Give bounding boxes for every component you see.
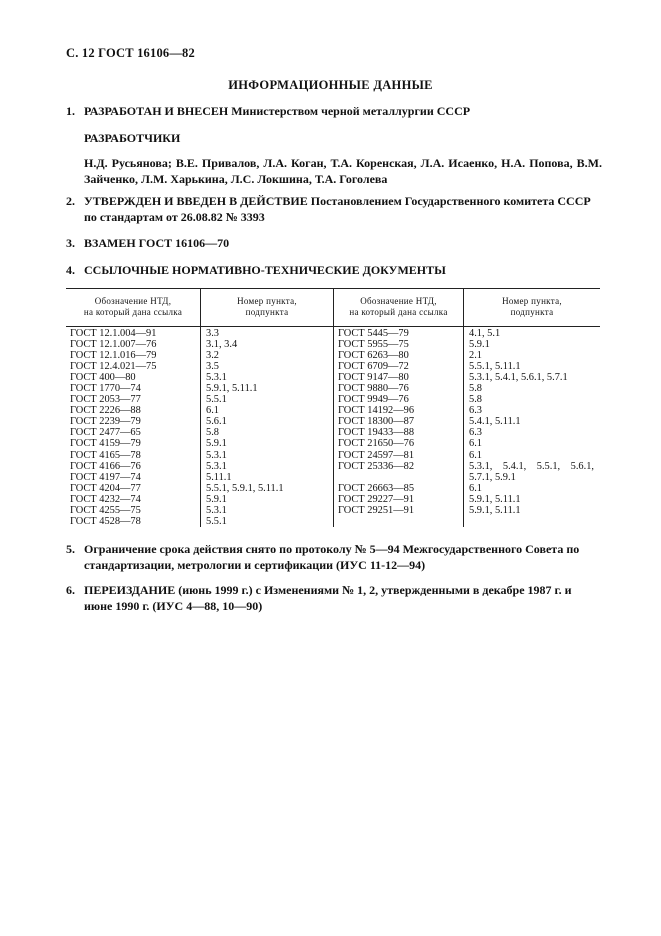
right-clause-cell: 5.3.1, 5.4.1, 5.6.1, 5.7.1 <box>469 372 568 384</box>
left-clause-cell: 5.6.1 <box>206 416 227 428</box>
right-clause-cell: 5.5.1, 5.11.1 <box>469 361 521 373</box>
right-doc-cell: ГОСТ 6709—72 <box>338 361 409 373</box>
right-clause-cell: 6.3 <box>469 427 482 439</box>
right-doc-cell: ГОСТ 6263—80 <box>338 350 409 362</box>
left-clause-cell: 5.9.1 <box>206 438 227 450</box>
right-doc-cell: ГОСТ 21650—76 <box>338 438 415 450</box>
section-4 <box>66 263 602 279</box>
right-clause-cell: 6.1 <box>469 438 482 450</box>
right-doc-cell: ГОСТ 18300—87 <box>338 416 415 428</box>
left-clause-cell: 5.3.1 <box>206 449 227 461</box>
left-doc-cell: ГОСТ 4232—74 <box>70 493 141 505</box>
right-clause-cell: 2.1 <box>469 350 482 362</box>
left-doc-cell: ГОСТ 2226—88 <box>70 405 141 417</box>
right-doc-cell: ГОСТ 5445—79 <box>338 328 409 339</box>
section-number: 3. <box>66 236 75 250</box>
right-doc-cell: ГОСТ 9147—80 <box>338 372 409 384</box>
right-doc-cell: ГОСТ 29251—91 <box>338 504 415 516</box>
right-doc-cell: ГОСТ 9949—76 <box>338 394 409 406</box>
page-title: ИНФОРМАЦИОННЫЕ ДАННЫЕ <box>228 78 433 92</box>
left-doc-cell: ГОСТ 1770—74 <box>70 383 141 395</box>
section-number: 4. <box>66 263 75 277</box>
right-clause-cell: 5.9.1 <box>469 339 490 351</box>
section-number: 1. <box>66 104 75 118</box>
section-text: ПЕРЕИЗДАНИЕ (июнь 1999 г.) с Изменениями № 1, 2, утвержденными в декабре 1987 г. и июне 1990 г. (ИУС 4—88, 10—90) <box>84 583 572 613</box>
section-text: УТВЕРЖДЕН И ВВЕДЕН В ДЕЙСТВИЕ Постановлением Государственного комитета СССР по стандартам от 26.08.82 № 3393 <box>84 194 591 224</box>
left-doc-cell: ГОСТ 2239—79 <box>70 416 141 428</box>
left-doc-cell: ГОСТ 4528—78 <box>70 515 141 527</box>
right-doc-cell: ГОСТ 5955—75 <box>338 339 409 351</box>
left-clause-cell: 3.2 <box>206 350 219 362</box>
right-clause-cell: 5.4.1, 5.11.1 <box>469 416 521 428</box>
left-clause-cell: 5.3.1 <box>206 372 227 384</box>
left-clause-cell: 5.5.1, 5.9.1, 5.11.1 <box>206 482 284 494</box>
right-clause-cell: 4.1, 5.1 <box>469 328 501 339</box>
left-doc-cell: ГОСТ 4255—75 <box>70 504 141 516</box>
right-clause-cell: 5.3.1, 5.4.1, 5.5.1, 5.6.1, 5.7.1, 5.9.1 <box>469 460 594 483</box>
left-clause-cell: 3.3 <box>206 328 219 339</box>
section-number: 6. <box>66 583 75 597</box>
left-clause-cell: 5.3.1 <box>206 460 227 472</box>
left-doc-cell: ГОСТ 12.1.004—91 <box>70 328 157 339</box>
header-doc-left: Обозначение НТД, на который дана ссылка <box>66 289 201 326</box>
left-doc-cell: ГОСТ 4159—79 <box>70 438 141 450</box>
section-1 <box>66 104 602 120</box>
developers-list: Н.Д. Русьянова; В.Е. Привалов, Л.А. Коган, Т.А. Коренская, Л.А. Исаенко, Н.А. Попова, В.М. Зайченко, Л.М. Харькина, Л.С. Локшина, Т.А. Гоголева <box>84 156 602 186</box>
right-clause-cell: 5.8 <box>469 394 482 406</box>
header-clause-right: Номер пункта, подпункта <box>502 296 562 317</box>
left-doc-cell: ГОСТ 12.1.016—79 <box>70 350 157 362</box>
right-clause-cell: 5.9.1, 5.11.1 <box>469 493 521 505</box>
page-header: С. 12 ГОСТ 16106—82 <box>66 46 195 60</box>
left-doc-cell: ГОСТ 400—80 <box>70 372 136 384</box>
left-clause-cell: 5.9.1 <box>206 493 227 505</box>
section-number: 2. <box>66 194 75 208</box>
left-clause-cell: 6.1 <box>206 405 219 417</box>
section-text: Ограничение срока действия снято по протоколу № 5—94 Межгосударственного Совета по стандартизации, метрологии и сертификации (ИУС 11-12—94) <box>84 542 580 572</box>
right-doc-cell: ГОСТ 29227—91 <box>338 493 415 505</box>
header-doc-right: Обозначение НТД, на который дана ссылка <box>334 289 464 326</box>
right-clause-column <box>464 327 600 527</box>
left-clause-cell: 5.11.1 <box>206 471 232 483</box>
left-doc-cell: ГОСТ 2477—65 <box>70 427 141 439</box>
left-doc-cell: ГОСТ 12.4.021—75 <box>70 361 157 373</box>
right-clause-cell: 6.1 <box>469 449 482 461</box>
right-clause-cell: 5.9.1, 5.11.1 <box>469 504 521 516</box>
section-5 <box>66 542 602 573</box>
right-doc-cell: ГОСТ 24597—81 <box>338 449 415 461</box>
right-clause-cell: 5.8 <box>469 383 482 395</box>
left-clause-cell: 3.1, 3.4 <box>206 339 238 351</box>
right-doc-cell: ГОСТ 19433—88 <box>338 427 415 439</box>
left-doc-cell: ГОСТ 4165—78 <box>70 449 141 461</box>
right-clause-cell: 6.3 <box>469 405 482 417</box>
right-doc-cell: ГОСТ 26663—85 <box>338 482 415 494</box>
left-doc-cell: ГОСТ 4166—76 <box>70 460 141 472</box>
left-clause-cell: 3.5 <box>206 361 219 373</box>
left-doc-cell: ГОСТ 2053—77 <box>70 394 141 406</box>
right-doc-cell: ГОСТ 9880—76 <box>338 383 409 395</box>
section-text: ССЫЛОЧНЫЕ НОРМАТИВНО-ТЕХНИЧЕСКИЕ ДОКУМЕНТЫ <box>84 263 446 277</box>
header-clause-left: Номер пункта, подпункта <box>201 289 334 326</box>
section-6 <box>66 583 602 614</box>
section-text: ВЗАМЕН ГОСТ 16106—70 <box>84 236 230 250</box>
left-doc-cell: ГОСТ 4197—74 <box>70 471 141 483</box>
left-doc-cell: ГОСТ 12.1.007—76 <box>70 339 157 351</box>
right-doc-cell: ГОСТ 14192—96 <box>338 405 415 417</box>
right-doc-cell: ГОСТ 25336—82 <box>338 460 415 472</box>
reference-table <box>66 288 600 527</box>
left-doc-cell: ГОСТ 4204—77 <box>70 482 141 494</box>
left-clause-cell: 5.9.1, 5.11.1 <box>206 383 258 395</box>
section-2 <box>66 194 602 225</box>
right-clause-cell: 6.1 <box>469 482 482 494</box>
table-body <box>66 327 600 527</box>
left-clause-cell: 5.3.1 <box>206 504 227 516</box>
right-doc-column <box>334 327 464 527</box>
left-clause-cell: 5.8 <box>206 427 219 439</box>
section-3 <box>66 236 602 252</box>
left-clause-cell: 5.5.1 <box>206 515 227 527</box>
left-doc-column <box>66 327 201 527</box>
developers-label: РАЗРАБОТЧИКИ <box>84 131 181 145</box>
section-number: 5. <box>66 542 75 556</box>
table-header <box>66 289 600 327</box>
section-text: РАЗРАБОТАН И ВНЕСЕН Министерством черной металлургии СССР <box>84 104 471 118</box>
left-clause-column <box>201 327 334 527</box>
left-clause-cell: 5.5.1 <box>206 394 227 406</box>
